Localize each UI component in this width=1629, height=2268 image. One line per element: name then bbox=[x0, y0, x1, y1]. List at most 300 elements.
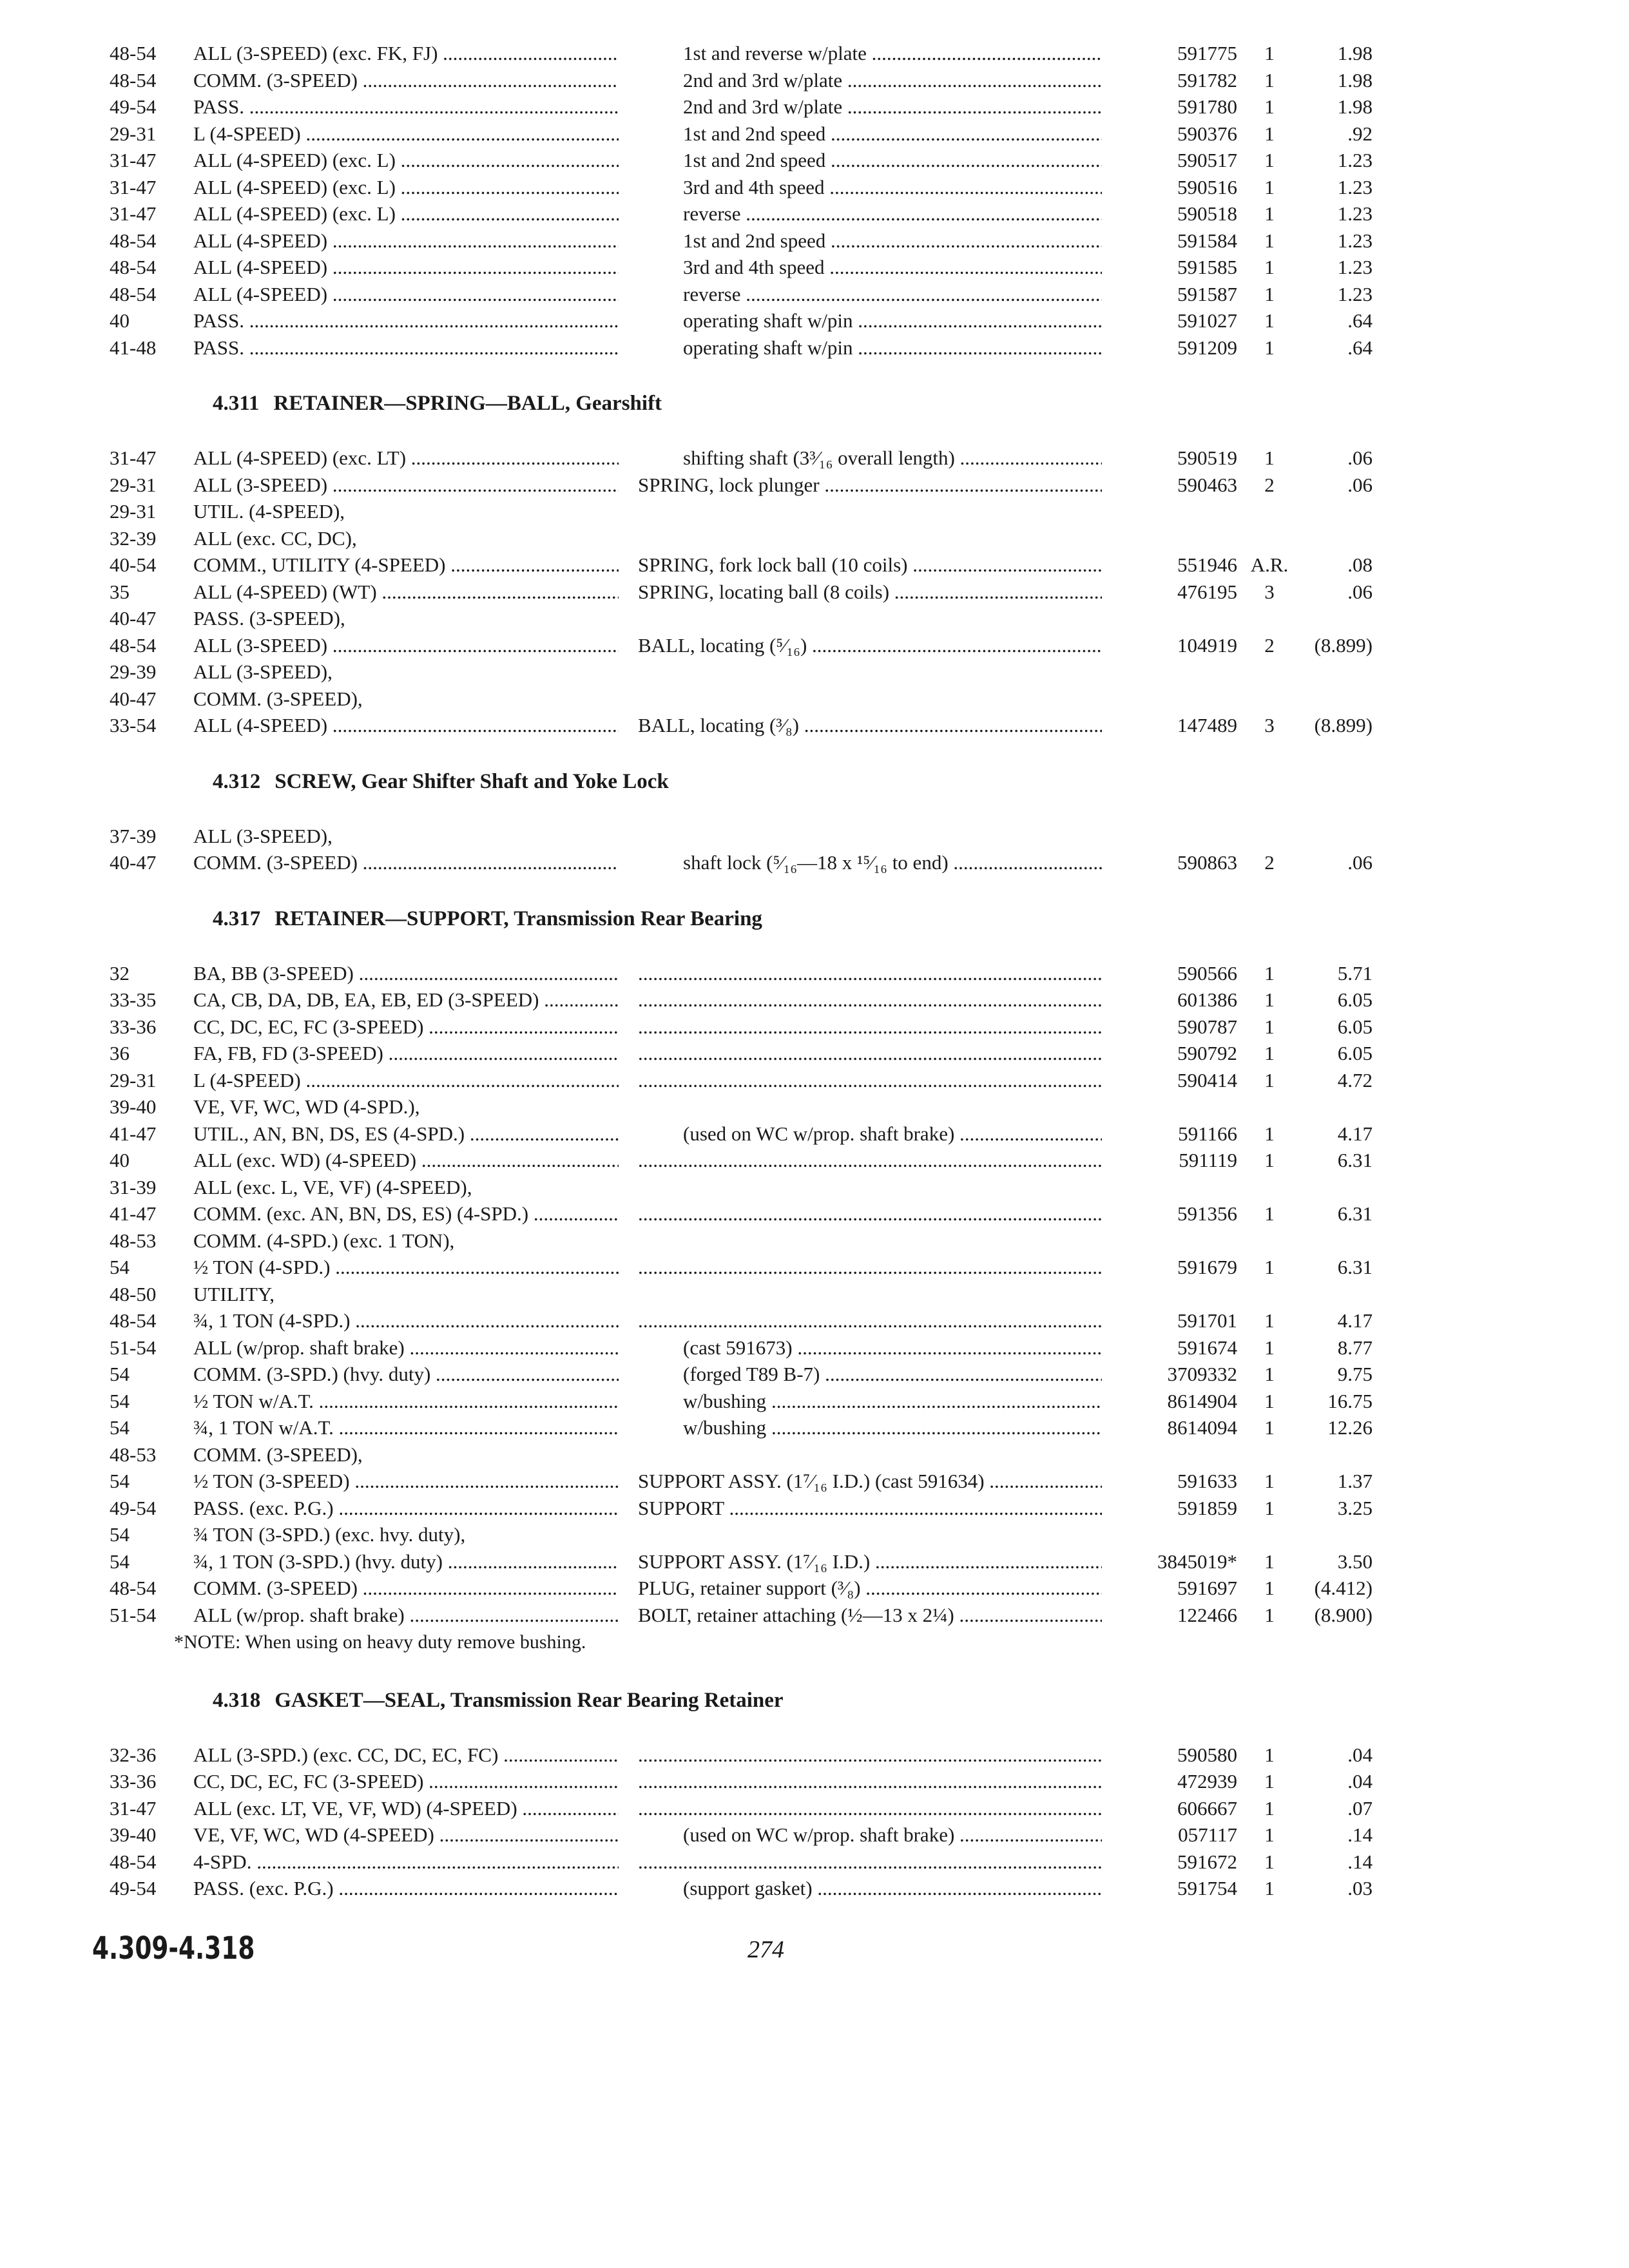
part-number: 591754 bbox=[1177, 1877, 1237, 1899]
table-row bbox=[0, 307, 1629, 334]
model-years: 39-40 bbox=[110, 1095, 157, 1118]
model-years: 40 bbox=[110, 1149, 130, 1171]
quantity: 1 bbox=[1264, 1042, 1275, 1064]
table-row bbox=[0, 658, 1629, 686]
quantity: 1 bbox=[1264, 1796, 1275, 1820]
table-row bbox=[0, 254, 1629, 281]
quantity: 1 bbox=[1264, 1336, 1275, 1359]
application: COMM., UTILITY (4-SPEED) ..... bbox=[193, 552, 619, 579]
application: ALL (3-SPEED) ..... bbox=[193, 632, 619, 659]
price: .06 bbox=[1347, 473, 1373, 496]
part-description: 1st and reverse w/plate ..... bbox=[683, 40, 1102, 67]
application: COMM. (3-SPEED), bbox=[193, 1443, 363, 1466]
model-years: 29-31 bbox=[110, 1068, 157, 1091]
section-heading bbox=[213, 905, 1373, 933]
model-years: 48-54 bbox=[110, 1309, 157, 1332]
price: 9.75 bbox=[1337, 1363, 1373, 1385]
table-row bbox=[0, 93, 1629, 120]
part-description: reverse ..... bbox=[683, 200, 1102, 227]
application: ALL (exc. LT, VE, VF, WD) (4-SPEED) ..... bbox=[193, 1795, 619, 1822]
table-row bbox=[0, 1281, 1629, 1308]
application: ALL (4-SPEED) (exc. L) ..... bbox=[193, 147, 619, 174]
quantity: 1 bbox=[1264, 149, 1275, 171]
quantity: 1 bbox=[1264, 1389, 1275, 1412]
quantity: 1 bbox=[1264, 1068, 1275, 1091]
part-description: 1st and 2nd speed ..... bbox=[683, 227, 1102, 255]
price: (8.899) bbox=[1314, 633, 1373, 657]
part-description: (cast 591673) ..... bbox=[683, 1334, 1102, 1361]
model-years: 37-39 bbox=[110, 824, 157, 847]
table-row bbox=[0, 579, 1629, 606]
table-row bbox=[0, 1768, 1629, 1795]
part-number: 591859 bbox=[1177, 1496, 1237, 1519]
application: ALL (3-SPEED) (exc. FK, FJ) ..... bbox=[193, 40, 619, 67]
application: PASS. (exc. P.G.) ..... bbox=[193, 1875, 619, 1902]
part-number: 590787 bbox=[1177, 1015, 1237, 1038]
part-number: 591633 bbox=[1177, 1470, 1237, 1492]
part-description: SUPPORT ASSY. (1⁷⁄₁₆ I.D.) (cast 591634) ..... bbox=[638, 1468, 1102, 1495]
table-row bbox=[0, 605, 1629, 632]
table-row bbox=[0, 200, 1629, 227]
part-number: 590463 bbox=[1177, 473, 1237, 496]
model-years: 40-47 bbox=[110, 687, 157, 710]
application: ALL (4-SPEED) (exc. L) ..... bbox=[193, 174, 619, 201]
application: COMM. (3-SPEED) ..... bbox=[193, 849, 619, 876]
table-row bbox=[0, 1040, 1629, 1067]
application: UTIL. (4-SPEED), bbox=[193, 500, 345, 523]
application: ALL (4-SPEED) (exc. L) ..... bbox=[193, 200, 619, 227]
table-row bbox=[0, 1742, 1629, 1769]
part-description: w/bushing ..... bbox=[683, 1388, 1102, 1415]
application: FA, FB, FD (3-SPEED) ..... bbox=[193, 1040, 619, 1067]
part-description: SPRING, locating ball (8 coils) ..... bbox=[638, 579, 1102, 606]
model-years: 31-47 bbox=[110, 175, 157, 198]
table-row bbox=[0, 632, 1629, 659]
part-number: 591027 bbox=[1177, 309, 1237, 332]
part-number: 590516 bbox=[1177, 175, 1237, 198]
footnote: *NOTE: When using on heavy duty remove bushing. bbox=[174, 1631, 586, 1653]
price: .64 bbox=[1347, 309, 1373, 332]
part-number: 590863 bbox=[1177, 851, 1237, 874]
table-row bbox=[0, 1174, 1629, 1201]
price: 12.26 bbox=[1327, 1416, 1373, 1439]
model-years: 48-54 bbox=[110, 633, 157, 657]
part-number: 591585 bbox=[1177, 256, 1237, 278]
model-years: 48-50 bbox=[110, 1282, 157, 1305]
model-years: 40 bbox=[110, 309, 130, 332]
table-row bbox=[0, 227, 1629, 255]
part-description bbox=[638, 1795, 1102, 1822]
model-years: 32 bbox=[110, 961, 130, 985]
model-years: 29-31 bbox=[110, 500, 157, 523]
price: 8.77 bbox=[1337, 1336, 1373, 1359]
model-years: 33-36 bbox=[110, 1015, 157, 1038]
table-row bbox=[0, 281, 1629, 308]
price: 1.23 bbox=[1337, 256, 1373, 278]
quantity: 1 bbox=[1264, 1496, 1275, 1519]
application: ALL (3-SPD.) (exc. CC, DC, EC, FC) ..... bbox=[193, 1742, 619, 1769]
part-description bbox=[638, 1147, 1102, 1174]
application: ALL (w/prop. shaft brake) ..... bbox=[193, 1602, 619, 1629]
table-row bbox=[0, 1307, 1629, 1334]
application: ALL (3-SPEED), bbox=[193, 660, 333, 683]
model-years: 29-31 bbox=[110, 122, 157, 145]
application: ALL (4-SPEED) ..... bbox=[193, 254, 619, 281]
application: PASS. ..... bbox=[193, 93, 619, 120]
price: 3.25 bbox=[1337, 1496, 1373, 1519]
table-row bbox=[0, 712, 1629, 739]
part-number: 591119 bbox=[1179, 1149, 1237, 1171]
part-description: w/bushing ..... bbox=[683, 1414, 1102, 1441]
model-years: 32-36 bbox=[110, 1743, 157, 1766]
part-number: 591780 bbox=[1177, 95, 1237, 118]
quantity: 1 bbox=[1264, 1470, 1275, 1492]
part-number: 590376 bbox=[1177, 122, 1237, 145]
quantity: 1 bbox=[1264, 229, 1275, 252]
application: CC, DC, EC, FC (3-SPEED) ..... bbox=[193, 1014, 619, 1041]
quantity: 1 bbox=[1264, 1770, 1275, 1792]
part-number: 122466 bbox=[1177, 1603, 1237, 1626]
model-years: 48-53 bbox=[110, 1443, 157, 1466]
application: UTILITY, bbox=[193, 1282, 275, 1305]
part-description: SPRING, fork lock ball (10 coils) ..... bbox=[638, 552, 1102, 579]
application: ALL (3-SPEED) ..... bbox=[193, 472, 619, 499]
part-number: 591584 bbox=[1177, 229, 1237, 252]
application: ALL (w/prop. shaft brake) ..... bbox=[193, 1334, 619, 1361]
model-years: 54 bbox=[110, 1363, 130, 1385]
part-number: 591166 bbox=[1178, 1122, 1237, 1145]
model-years: 54 bbox=[110, 1416, 130, 1439]
price: .06 bbox=[1347, 851, 1373, 874]
table-row bbox=[0, 1067, 1629, 1094]
model-years: 48-54 bbox=[110, 68, 157, 91]
model-years: 33-35 bbox=[110, 988, 157, 1011]
model-years: 54 bbox=[110, 1470, 130, 1492]
model-years: 31-47 bbox=[110, 202, 157, 225]
part-description: (used on WC w/prop. shaft brake) ..... bbox=[683, 1120, 1102, 1148]
quantity: 1 bbox=[1264, 1877, 1275, 1899]
page-number: 274 bbox=[747, 1936, 784, 1963]
model-years: 41-47 bbox=[110, 1202, 157, 1225]
application: COMM. (3-SPEED) ..... bbox=[193, 67, 619, 94]
price: 4.17 bbox=[1337, 1122, 1373, 1145]
part-description: operating shaft w/pin ..... bbox=[683, 334, 1102, 361]
part-number: 8614904 bbox=[1167, 1389, 1237, 1412]
quantity: 1 bbox=[1264, 988, 1275, 1011]
model-years: 48-53 bbox=[110, 1229, 157, 1252]
price: .07 bbox=[1347, 1796, 1373, 1820]
table-row bbox=[0, 40, 1629, 67]
price: .06 bbox=[1347, 580, 1373, 603]
part-number: 590414 bbox=[1177, 1068, 1237, 1091]
table-row bbox=[0, 1200, 1629, 1227]
table-row bbox=[0, 686, 1629, 713]
part-number: 590566 bbox=[1177, 961, 1237, 985]
application: ¾ TON (3-SPD.) (exc. hvy. duty), bbox=[193, 1523, 466, 1546]
part-number: 591209 bbox=[1177, 336, 1237, 359]
table-row bbox=[0, 960, 1629, 987]
part-description: 2nd and 3rd w/plate ..... bbox=[683, 67, 1102, 94]
price: .92 bbox=[1347, 122, 1373, 145]
quantity: 1 bbox=[1264, 1416, 1275, 1439]
price: .04 bbox=[1347, 1743, 1373, 1766]
application: ALL (4-SPEED) (WT) ..... bbox=[193, 579, 619, 606]
application: CA, CB, DA, DB, EA, EB, ED (3-SPEED) ..... bbox=[193, 986, 619, 1014]
quantity: 2 bbox=[1264, 633, 1275, 657]
table-row bbox=[0, 986, 1629, 1014]
table-row bbox=[0, 552, 1629, 579]
table-row bbox=[0, 1795, 1629, 1822]
model-years: 49-54 bbox=[110, 1877, 157, 1899]
section-heading bbox=[213, 767, 1373, 796]
quantity: 3 bbox=[1264, 580, 1275, 603]
price: (8.899) bbox=[1314, 714, 1373, 736]
section-title: RETAINER—SPRING—BALL, Gearshift bbox=[273, 392, 662, 415]
table-row bbox=[0, 1147, 1629, 1174]
quantity: 3 bbox=[1264, 714, 1275, 736]
application: COMM. (4-SPD.) (exc. 1 TON), bbox=[193, 1229, 455, 1252]
price: .04 bbox=[1347, 1770, 1373, 1792]
part-description: SUPPORT ASSY. (1⁷⁄₁₆ I.D.) ..... bbox=[638, 1548, 1102, 1575]
table-row bbox=[0, 120, 1629, 148]
table-row bbox=[0, 1227, 1629, 1254]
part-description: 1st and 2nd speed ..... bbox=[683, 147, 1102, 174]
application: ALL (4-SPEED) ..... bbox=[193, 281, 619, 308]
model-years: 33-36 bbox=[110, 1770, 157, 1792]
quantity: 1 bbox=[1264, 1309, 1275, 1332]
section-title: SCREW, Gear Shifter Shaft and Yoke Lock bbox=[275, 769, 669, 793]
table-row bbox=[0, 334, 1629, 361]
part-description: 2nd and 3rd w/plate ..... bbox=[683, 93, 1102, 120]
model-years: 31-47 bbox=[110, 149, 157, 171]
model-years: 31-47 bbox=[110, 1796, 157, 1820]
part-number: 591356 bbox=[1177, 1202, 1237, 1225]
price: 1.23 bbox=[1337, 175, 1373, 198]
quantity: 2 bbox=[1264, 851, 1275, 874]
application: ¾, 1 TON w/A.T. ..... bbox=[193, 1414, 619, 1441]
quantity: 1 bbox=[1264, 1256, 1275, 1278]
table-row bbox=[0, 1254, 1629, 1281]
application: ½ TON (4-SPD.) ..... bbox=[193, 1254, 619, 1281]
part-number: 591587 bbox=[1177, 282, 1237, 305]
part-number: 8614094 bbox=[1167, 1416, 1237, 1439]
table-row bbox=[0, 445, 1629, 472]
model-years: 41-48 bbox=[110, 336, 157, 359]
model-years: 48-54 bbox=[110, 282, 157, 305]
model-years: 48-54 bbox=[110, 1850, 157, 1873]
model-years: 49-54 bbox=[110, 95, 157, 118]
part-number: 591679 bbox=[1177, 1256, 1237, 1278]
application: ¾, 1 TON (3-SPD.) (hvy. duty) ..... bbox=[193, 1548, 619, 1575]
price: .14 bbox=[1347, 1823, 1373, 1846]
model-years: 49-54 bbox=[110, 1496, 157, 1519]
part-description: 3rd and 4th speed ..... bbox=[683, 174, 1102, 201]
table-row bbox=[0, 147, 1629, 174]
part-description: shifting shaft (3³⁄₁₆ overall length) ..... bbox=[683, 445, 1102, 472]
price: 1.23 bbox=[1337, 229, 1373, 252]
model-years: 35 bbox=[110, 580, 130, 603]
part-description: 3rd and 4th speed ..... bbox=[683, 254, 1102, 281]
part-description: reverse ..... bbox=[683, 281, 1102, 308]
table-row bbox=[0, 1120, 1629, 1148]
model-years: 54 bbox=[110, 1550, 130, 1573]
price: .14 bbox=[1347, 1850, 1373, 1873]
part-number: 590792 bbox=[1177, 1042, 1237, 1064]
price: 6.31 bbox=[1337, 1202, 1373, 1225]
section-heading bbox=[213, 1686, 1373, 1715]
section-number: 4.311 bbox=[213, 392, 260, 415]
model-years: 54 bbox=[110, 1256, 130, 1278]
application: PASS. (exc. P.G.) ..... bbox=[193, 1495, 619, 1522]
price: 6.05 bbox=[1337, 988, 1373, 1011]
model-years: 31-39 bbox=[110, 1175, 157, 1198]
part-description: 1st and 2nd speed ..... bbox=[683, 120, 1102, 148]
price: (8.900) bbox=[1314, 1603, 1373, 1626]
model-years: 40-54 bbox=[110, 553, 157, 576]
price: 1.98 bbox=[1337, 68, 1373, 91]
price: 1.23 bbox=[1337, 149, 1373, 171]
application: PASS. (3-SPEED), bbox=[193, 607, 345, 629]
table-row bbox=[0, 472, 1629, 499]
table-row bbox=[0, 823, 1629, 850]
part-description bbox=[638, 960, 1102, 987]
application: L (4-SPEED) ..... bbox=[193, 120, 619, 148]
model-years: 33-54 bbox=[110, 714, 157, 736]
quantity: 1 bbox=[1264, 122, 1275, 145]
part-number: 147489 bbox=[1177, 714, 1237, 736]
part-description: (support gasket) ..... bbox=[683, 1875, 1102, 1902]
part-number: 472939 bbox=[1177, 1770, 1237, 1792]
part-description bbox=[638, 1307, 1102, 1334]
quantity: 1 bbox=[1264, 256, 1275, 278]
application: ¾, 1 TON (4-SPD.) ..... bbox=[193, 1307, 619, 1334]
quantity: 1 bbox=[1264, 1577, 1275, 1599]
part-description bbox=[638, 986, 1102, 1014]
price: (4.412) bbox=[1314, 1577, 1373, 1599]
table-row bbox=[0, 1821, 1629, 1849]
part-description: BALL, locating (⁵⁄₁₆) ..... bbox=[638, 632, 1102, 659]
price: 1.37 bbox=[1337, 1470, 1373, 1492]
application: 4-SPD. ..... bbox=[193, 1849, 619, 1876]
table-row bbox=[0, 525, 1629, 552]
quantity: 1 bbox=[1264, 282, 1275, 305]
part-description: PLUG, retainer support (³⁄₈) ..... bbox=[638, 1575, 1102, 1602]
part-number: 590519 bbox=[1177, 447, 1237, 469]
part-number: 591701 bbox=[1177, 1309, 1237, 1332]
section-number: 4.318 bbox=[213, 1688, 261, 1712]
quantity: 1 bbox=[1264, 1202, 1275, 1225]
application: COMM. (3-SPD.) (hvy. duty) ..... bbox=[193, 1361, 619, 1388]
part-number: 591697 bbox=[1177, 1577, 1237, 1599]
application: BA, BB (3-SPEED) ..... bbox=[193, 960, 619, 987]
price: .64 bbox=[1347, 336, 1373, 359]
part-description: shaft lock (⁵⁄₁₆—18 x ¹⁵⁄₁₆ to end) ..... bbox=[683, 849, 1102, 876]
part-number: 591672 bbox=[1177, 1850, 1237, 1873]
model-years: 48-54 bbox=[110, 1577, 157, 1599]
quantity: 1 bbox=[1264, 95, 1275, 118]
model-years: 54 bbox=[110, 1523, 130, 1546]
table-row bbox=[0, 498, 1629, 525]
quantity: 2 bbox=[1264, 473, 1275, 496]
section-title: GASKET—SEAL, Transmission Rear Bearing Retainer bbox=[275, 1688, 784, 1712]
part-description: (used on WC w/prop. shaft brake) ..... bbox=[683, 1821, 1102, 1849]
price: .03 bbox=[1347, 1877, 1373, 1899]
quantity: 1 bbox=[1264, 1122, 1275, 1145]
quantity: 1 bbox=[1264, 1363, 1275, 1385]
model-years: 48-54 bbox=[110, 256, 157, 278]
table-row bbox=[0, 1548, 1629, 1575]
application: COMM. (3-SPEED), bbox=[193, 687, 363, 710]
table-row bbox=[0, 1441, 1629, 1468]
part-number: 590518 bbox=[1177, 202, 1237, 225]
part-number: 3709332 bbox=[1167, 1363, 1237, 1385]
quantity: 1 bbox=[1264, 175, 1275, 198]
application: PASS. ..... bbox=[193, 307, 619, 334]
price: 6.05 bbox=[1337, 1015, 1373, 1038]
part-number: 591782 bbox=[1177, 68, 1237, 91]
application: ALL (4-SPEED) ..... bbox=[193, 712, 619, 739]
quantity: 1 bbox=[1264, 1015, 1275, 1038]
application: ALL (4-SPEED) (exc. LT) ..... bbox=[193, 445, 619, 472]
application: COMM. (exc. AN, BN, DS, ES) (4-SPD.) ..... bbox=[193, 1200, 619, 1227]
price: .06 bbox=[1347, 447, 1373, 469]
part-description bbox=[638, 1768, 1102, 1795]
part-number: 104919 bbox=[1177, 633, 1237, 657]
price: 4.17 bbox=[1337, 1309, 1373, 1332]
price: 4.72 bbox=[1337, 1068, 1373, 1091]
section-number: 4.312 bbox=[213, 769, 261, 793]
model-years: 51-54 bbox=[110, 1603, 157, 1626]
application: CC, DC, EC, FC (3-SPEED) ..... bbox=[193, 1768, 619, 1795]
quantity: 1 bbox=[1264, 202, 1275, 225]
part-description bbox=[638, 1067, 1102, 1094]
model-years: 41-47 bbox=[110, 1122, 157, 1145]
quantity: 1 bbox=[1264, 1149, 1275, 1171]
part-description: BALL, locating (³⁄₈) ..... bbox=[638, 712, 1102, 739]
part-description bbox=[638, 1014, 1102, 1041]
table-row bbox=[0, 1495, 1629, 1522]
application: PASS. ..... bbox=[193, 334, 619, 361]
model-years: 40-47 bbox=[110, 607, 157, 629]
application: ALL (3-SPEED), bbox=[193, 824, 333, 847]
table-row bbox=[0, 1602, 1629, 1629]
part-number: 057117 bbox=[1178, 1823, 1237, 1846]
quantity: 1 bbox=[1264, 336, 1275, 359]
model-years: 39-40 bbox=[110, 1823, 157, 1846]
model-years: 40-47 bbox=[110, 851, 157, 874]
quantity: 1 bbox=[1264, 68, 1275, 91]
part-description bbox=[638, 1254, 1102, 1281]
application: ½ TON w/A.T. ..... bbox=[193, 1388, 619, 1415]
quantity: 1 bbox=[1264, 1850, 1275, 1873]
application: VE, VF, WC, WD (4-SPD.), bbox=[193, 1095, 420, 1118]
table-row bbox=[0, 1575, 1629, 1602]
table-row bbox=[0, 67, 1629, 94]
price: 1.98 bbox=[1337, 95, 1373, 118]
table-row bbox=[0, 1875, 1629, 1902]
model-years: 51-54 bbox=[110, 1336, 157, 1359]
model-years: 36 bbox=[110, 1042, 130, 1064]
model-years: 29-39 bbox=[110, 660, 157, 683]
footer-section-range: 4.309-4.318 bbox=[92, 1930, 255, 1966]
part-number: 590517 bbox=[1177, 149, 1237, 171]
part-description: SUPPORT ..... bbox=[638, 1495, 1102, 1522]
model-years: 32-39 bbox=[110, 526, 157, 550]
table-row bbox=[0, 1361, 1629, 1388]
application: VE, VF, WC, WD (4-SPEED) ..... bbox=[193, 1821, 619, 1849]
table-row bbox=[0, 1849, 1629, 1876]
table-row bbox=[0, 1014, 1629, 1041]
